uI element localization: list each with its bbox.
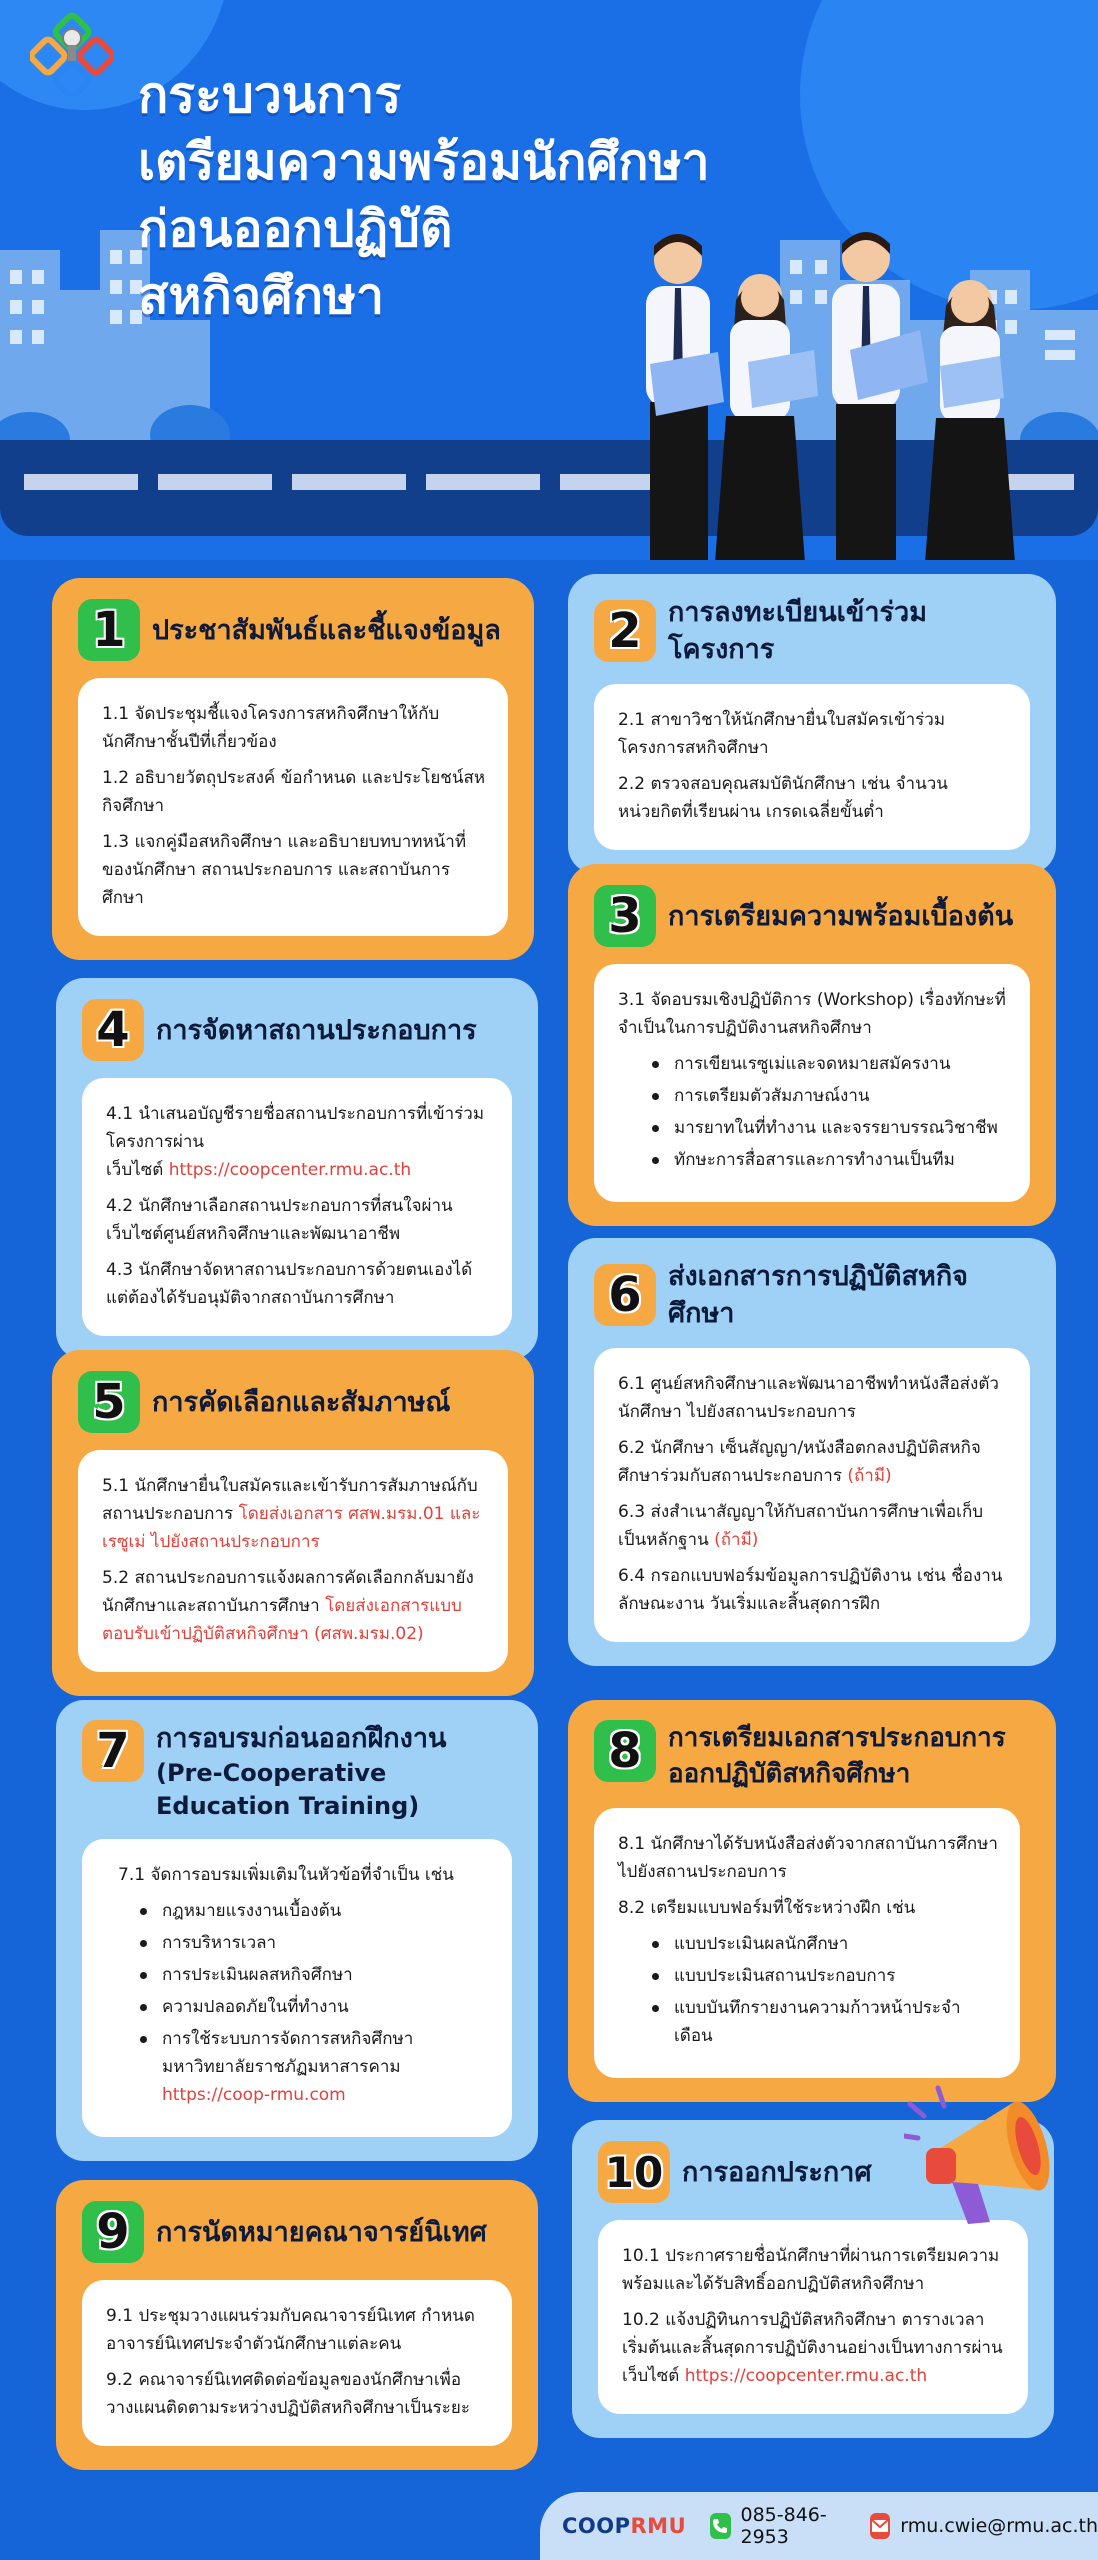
phone-icon xyxy=(710,2513,730,2539)
step-item: 8.1 นักศึกษาได้รับหนังสือส่งตัวจากสถาบันการศึกษาไปยังสถานประกอบการ xyxy=(618,1834,998,1882)
step-item: 7.1 จัดการอบรมเพิ่มเติมในหัวข้อที่จำเป็น เช่น xyxy=(118,1865,454,1885)
list-item: การเตรียมตัวสัมภาษณ์งาน xyxy=(652,1082,1008,1110)
step-item: 3.1 จัดอบรมเชิงปฏิบัติการ (Workshop) เรื่องทักษะที่จำเป็นในการปฏิบัติงานสหกิจศึกษา xyxy=(618,990,1006,1038)
title-line: ก่อนออกปฏิบัติ xyxy=(138,200,453,258)
road-dash xyxy=(24,474,138,490)
step-number-badge: 5 xyxy=(78,1371,140,1433)
step-number-badge: 9 xyxy=(82,2201,144,2263)
step-item xyxy=(622,2306,1006,2390)
bullet-list xyxy=(652,1050,1008,1174)
list-item: ทักษะการสื่อสารและการทำงานเป็นทีม xyxy=(652,1146,1008,1174)
list-item xyxy=(140,2025,490,2109)
step-content xyxy=(82,1078,512,1336)
step-number-badge: 4 xyxy=(82,999,144,1061)
list-item: แบบประเมินสถานประกอบการ xyxy=(652,1962,998,1990)
phone-number[interactable]: 085-846-2953 xyxy=(740,2504,827,2548)
step-item-text: 5.1 นักศึกษายื่นใบสมัครและเข้ารับการสัมภาษณ์กับสถานประกอบการ xyxy=(102,1476,478,1524)
step-subtitle: (Pre-Cooperative Education Training) xyxy=(156,1759,420,1820)
contact-footer xyxy=(540,2492,1098,2560)
list-item: การบริหารเวลา xyxy=(140,1929,490,1957)
email-address[interactable]: rmu.cwie@rmu.ac.th xyxy=(900,2515,1098,2537)
step-number-badge: 10 xyxy=(598,2141,670,2203)
step-title: การอบรมก่อนออกฝึกงาน xyxy=(156,1723,447,1754)
step-number-badge: 3 xyxy=(594,885,656,947)
step-content xyxy=(78,678,508,936)
step-item: 9.2 คณาจารย์นิเทศติดต่อข้อมูลของนักศึกษาเพื่อวางแผนติดตามระหว่างปฏิบัติสหกิจศึกษาเป็นระยะ xyxy=(106,2370,470,2418)
step-item: 1.1 จัดประชุมชี้แจงโครงการสหกิจศึกษาให้กับนักศึกษาชั้นปีที่เกี่ยวข้อง xyxy=(102,704,440,752)
step-content xyxy=(594,684,1030,850)
optional-note: (ถ้ามี) xyxy=(847,1466,892,1486)
step-number-badge: 2 xyxy=(594,600,656,662)
step-card-3 xyxy=(568,864,1056,1226)
step-title: การลงทะเบียนเข้าร่วมโครงการ xyxy=(668,597,927,665)
step-item xyxy=(102,1564,486,1648)
step-number-badge: 8 xyxy=(594,1720,656,1782)
step-card-7 xyxy=(56,1700,538,2161)
step-card-5 xyxy=(52,1350,534,1696)
step-item xyxy=(618,1434,1008,1490)
brand-rmu: RMU xyxy=(630,2514,687,2538)
step-content xyxy=(594,964,1030,1202)
brand-coop: COOP xyxy=(562,2514,631,2538)
header-banner xyxy=(0,0,1098,560)
step-content xyxy=(82,1839,512,2137)
website-link[interactable]: https://coopcenter.rmu.ac.th xyxy=(168,1160,412,1180)
step-item-text: 4.1 นำเสนอบัญชีรายชื่อสถานประกอบการที่เข้าร่วมโครงการผ่านเว็บไซต์ xyxy=(106,1104,485,1180)
step-item: 8.2 เตรียมแบบฟอร์มที่ใช้ระหว่างฝึก เช่น xyxy=(618,1898,916,1918)
step-item: 4.2 นักศึกษาเลือกสถานประกอบการที่สนใจผ่านเว็บไซต์ศูนย์สหกิจศึกษาและพัฒนาอาชีพ xyxy=(106,1196,453,1244)
step-item xyxy=(102,1472,486,1556)
step-item: 2.1 สาขาวิชาให้นักศึกษายื่นใบสมัครเข้าร่วมโครงการสหกิจศึกษา xyxy=(618,710,946,758)
road-dash xyxy=(426,474,540,490)
step-title: การออกประกาศ xyxy=(682,2156,872,2188)
list-item-text: การใช้ระบบการจัดการสหกิจศึกษามหาวิทยาลัยราชภัฏมหาสารคาม xyxy=(162,2029,414,2077)
road-dash xyxy=(292,474,406,490)
document-note: โดยส่งเอกสาร ศสพ.มรม.01 และเรซูเม่ ไปยังสถานประกอบการ xyxy=(102,1504,481,1552)
step-content xyxy=(598,2220,1028,2414)
bullet-list xyxy=(652,1930,998,2050)
title-line: กระบวนการ xyxy=(138,66,402,124)
step-title: การคัดเลือกและสัมภาษณ์ xyxy=(152,1386,451,1418)
step-card-8 xyxy=(568,1700,1056,2102)
list-item: ความปลอดภัยในที่ทำงาน xyxy=(140,1993,490,2021)
step-item-text: 6.2 นักศึกษา เซ็นสัญญา/หนังสือตกลงปฏิบัติสหกิจศึกษาร่วมกับสถานประกอบการ xyxy=(618,1438,981,1486)
list-item: มารยาทในที่ทำงาน และจรรยาบรรณวิชาชีพ xyxy=(652,1114,1008,1142)
step-number-badge: 1 xyxy=(78,599,140,661)
road-dash xyxy=(158,474,272,490)
brand-logo xyxy=(562,2514,686,2538)
bullet-list xyxy=(140,1897,490,2109)
step-number-badge: 6 xyxy=(594,1264,656,1326)
step-item: 4.3 นักศึกษาจัดหาสถานประกอบการด้วยตนเองได้ แต่ต้องได้รับอนุมัติจากสถาบันการศึกษา xyxy=(106,1260,473,1308)
step-item: 9.1 ประชุมวางแผนร่วมกับคณาจารย์นิเทศ กำหนดอาจารย์นิเทศประจำตัวนักศึกษาแต่ละคน xyxy=(106,2306,475,2354)
students-illustration xyxy=(620,226,1050,560)
list-item: การประเมินผลสหกิจศึกษา xyxy=(140,1961,490,1989)
step-title: การนัดหมายคณาจารย์นิเทศ xyxy=(156,2216,487,2248)
title-line: เตรียมความพร้อมนักศึกษา xyxy=(138,133,710,191)
website-link[interactable]: https://coopcenter.rmu.ac.th xyxy=(684,2366,928,2386)
step-item: 1.2 อธิบายวัตถุประสงค์ ข้อกำหนด และประโยชน์สหกิจศึกษา xyxy=(102,768,486,816)
step-title: การเตรียมความพร้อมเบื้องต้น xyxy=(668,900,1014,932)
step-content xyxy=(594,1808,1020,2078)
step-content xyxy=(82,2280,512,2446)
step-item-text: 5.2 สถานประกอบการแจ้งผลการคัดเลือกกลับมายังนักศึกษาและสถาบันการศึกษา xyxy=(102,1568,474,1616)
list-item: กฎหมายแรงงานเบื้องต้น xyxy=(140,1897,490,1925)
step-item xyxy=(618,1498,1008,1554)
list-item: แบบประเมินผลนักศึกษา xyxy=(652,1930,998,1958)
step-item: 2.2 ตรวจสอบคุณสมบัตินักศึกษา เช่น จำนวนหน่วยกิตที่เรียนผ่าน เกรดเฉลี่ยขั้นต่ำ xyxy=(618,774,948,822)
step-content xyxy=(594,1348,1030,1642)
step-item-text: 10.2 แจ้งปฏิทินการปฏิบัติสหกิจศึกษา ตารางเวลาเริ่มต้นและสิ้นสุดการปฏิบัติงานอย่างเป็นทางการผ่านเว็บไซต์ xyxy=(622,2310,1003,2386)
step-card-4 xyxy=(56,978,538,1360)
step-item: 6.1 ศูนย์สหกิจศึกษาและพัฒนาอาชีพทำหนังสือส่งตัวนักศึกษา ไปยังสถานประกอบการ xyxy=(618,1374,999,1422)
step-item xyxy=(106,1100,490,1184)
step-card-1 xyxy=(52,578,534,960)
step-title: ประชาสัมพันธ์และชี้แจงข้อมูล xyxy=(152,614,501,646)
step-card-2 xyxy=(568,574,1056,874)
title-line: สหกิจศึกษา xyxy=(138,267,385,325)
step-title: การเตรียมเอกสารประกอบการออกปฏิบัติสหกิจศึกษา xyxy=(668,1723,1006,1789)
list-item: การเขียนเรซูเม่และจดหมายสมัครงาน xyxy=(652,1050,1008,1078)
step-item: 10.1 ประกาศรายชื่อนักศึกษาที่ผ่านการเตรียมความพร้อมและได้รับสิทธิ์ออกปฏิบัติสหกิจศึกษา xyxy=(622,2246,1000,2294)
step-item-text: 6.3 ส่งสำเนาสัญญาให้กับสถาบันการศึกษาเพื่อเก็บเป็นหลักฐาน xyxy=(618,1502,984,1550)
step-item: 1.3 แจกคู่มือสหกิจศึกษา และอธิบายบทบาทหน้าที่ของนักศึกษา สถานประกอบการ และสถาบันการศึกษา xyxy=(102,832,467,908)
step-title: การจัดหาสถานประกอบการ xyxy=(156,1014,477,1046)
megaphone-icon xyxy=(904,2082,1074,2232)
optional-note: (ถ้ามี) xyxy=(714,1530,759,1550)
website-link[interactable]: https://coop-rmu.com xyxy=(162,2085,346,2105)
document-note: โดยส่งเอกสารแบบ ตอบรับเข้าปฏิบัติสหกิจศึกษา (ศสพ.มรม.02) xyxy=(102,1596,462,1644)
list-item: แบบบันทึกรายงานความก้าวหน้าประจำเดือน xyxy=(652,1994,998,2050)
step-card-9 xyxy=(56,2180,538,2470)
mail-icon xyxy=(870,2513,890,2539)
step-item: 6.4 กรอกแบบฟอร์มข้อมูลการปฏิบัติงาน เช่น ชื่องาน ลักษณะงาน วันเริ่มและสิ้นสุดการฝึก xyxy=(618,1566,1003,1614)
step-content xyxy=(78,1450,508,1672)
step-card-6 xyxy=(568,1238,1056,1666)
step-title: ส่งเอกสารการปฏิบัติสหกิจศึกษา xyxy=(668,1261,968,1329)
university-logo-icon xyxy=(30,12,114,96)
step-number-badge: 7 xyxy=(82,1720,144,1782)
